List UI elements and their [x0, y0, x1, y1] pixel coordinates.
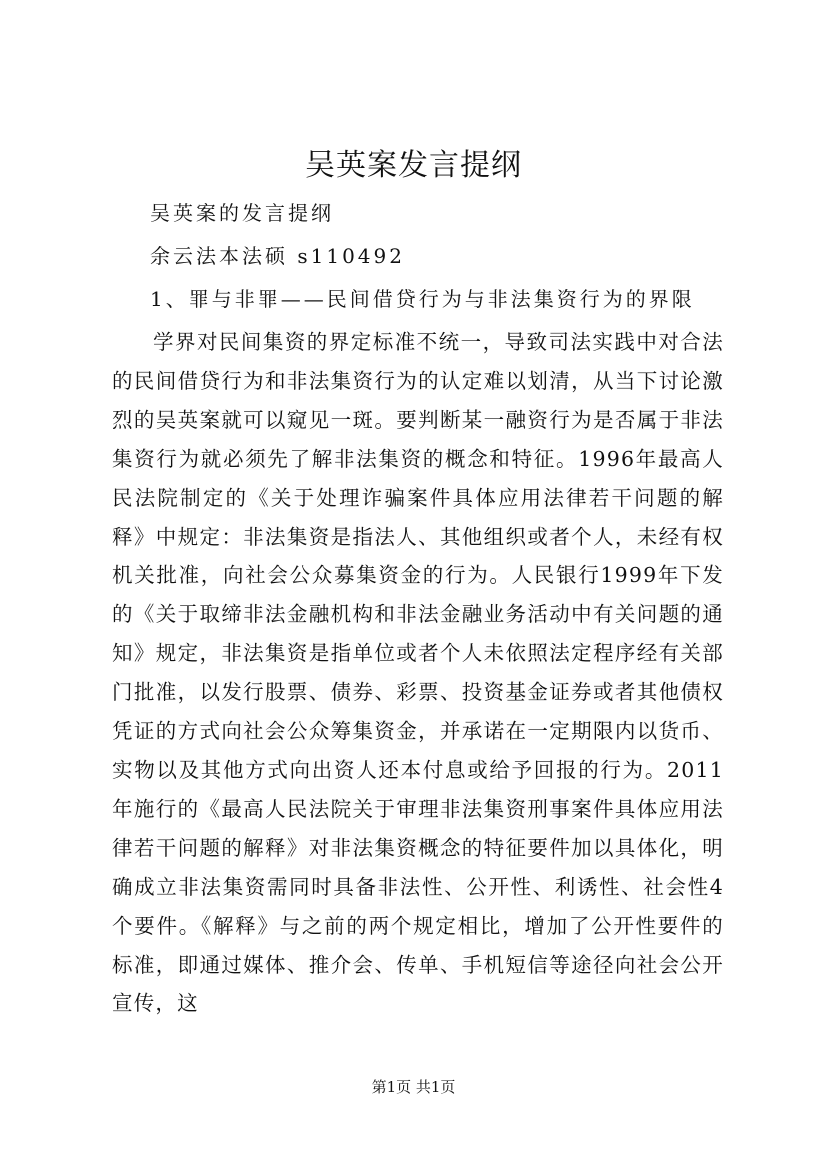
body-paragraph: 学界对民间集资的界定标准不统一，导致司法实践中对合法的民间借贷行为和非法集资行为的认定难以划清，从当下讨论激烈的吴英案就可以窥见一斑。要判断某一融资行为是否属于非法集资行为就必须先了解非法集资的概念和特征。1996年最高人民法院制定的《关于处理诈骗案件具体应用法律若干问题的解释》中规定：非法集资是指法人、其他组织或者个人，未经有权机关批准，向社会公众募集资金的行为。人民银行1999年下发的《关于取缔非法金融机构和非法金融业务活动中有关问题的通知》规定，非法集资是指单位或者个人未依照法定程序经有关部门批准，以发行股票、债券、彩票、投资基金证券或者其他债权凭证的方式向社会公众筹集资金，并承诺在一定期限内以货币、实物以及其他方式向出资人还本付息或给予回报的行为。2011年施行的《最高人民法院关于审理非法集资刑事案件具体应用法律若干问题的解释》对非法集资概念的特征要件加以具体化，明确成立非法集资需同时具备非法性、公开性、利诱性、社会性4个要件。《解释》与之前的两个规定相比，增加了公开性要件的标准，即通过媒体、推介会、传单、手机短信等途径向社会公开宣传，这: [112, 330, 724, 1016]
document-title: 吴英案发言提纲: [305, 148, 522, 183]
section-heading: 1、罪与非罪——民间借贷行为与非法集资行为的界限: [150, 287, 695, 311]
page-footer: 第1页 共1页: [371, 1078, 456, 1096]
author-line: 余云法本法硕 s110492: [150, 244, 405, 268]
document-subtitle: 吴英案的发言提纲: [150, 201, 334, 225]
